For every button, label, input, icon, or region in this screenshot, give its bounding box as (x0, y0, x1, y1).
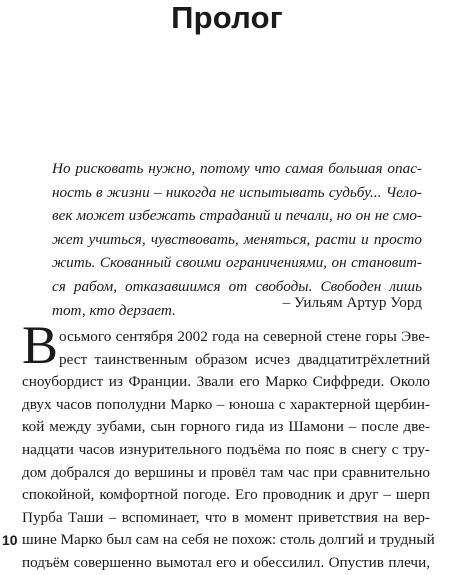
chapter-title: Пролог (171, 0, 283, 35)
epigraph-line: жет учиться, чувствовать, меняться, расти и просто (52, 230, 422, 248)
epigraph-attribution: – Уильям Артур Уорд (282, 294, 422, 311)
epigraph-line: тот, кто дерзает. (52, 301, 176, 319)
body-line: кой между зубами, сын горного гида из Шамони – после две- (22, 418, 430, 436)
body-text (22, 326, 435, 575)
epigraph-line: ся рабом, отказавшимся от свободы. Свободен лишь (52, 277, 422, 295)
body-line: надцати часов изнурительного подъёма по пояс в снегу с тру- (22, 440, 430, 458)
body-line: дом добрался до вершины и провёл там час при сравнительно (22, 463, 430, 481)
drop-cap: В (22, 315, 59, 375)
body-line: двух часов пополудни Марко – юноша с характерной щербин- (22, 395, 430, 413)
epigraph-line: век может избежать страданий и печали, но он не смо- (52, 207, 422, 225)
epigraph-line: жить. Скованный своими ограничениями, он становит- (52, 254, 422, 272)
body-line: рест таинственным образом исчез двадцатитрёхлетний (59, 350, 430, 368)
epigraph-line: ность в жизни – никогда не испытывать судьбу... Чело- (52, 183, 422, 201)
body-line: Пурба Таши – вспоминает, что в момент приветствия на вер- (22, 508, 430, 526)
body-line: подъём совершенно вымотал его и обессилил. Опустив плечи, (22, 553, 430, 571)
body-line: осьмого сентября 2002 года на северной стене горы Эве- (59, 328, 430, 345)
body-line: сноубордист из Франции. Звали его Марко Сиффреди. Около (22, 373, 430, 391)
body-line: спокойной, комфортной погоде. Его проводник и друг – шерп (22, 486, 430, 504)
epigraph-line: Но рисковать нужно, потому что самая большая опас- (52, 160, 422, 177)
page-number: 10 (2, 532, 18, 548)
body-line: шине Марко был сам на себя не похож: столь долгий и трудный (22, 531, 435, 549)
